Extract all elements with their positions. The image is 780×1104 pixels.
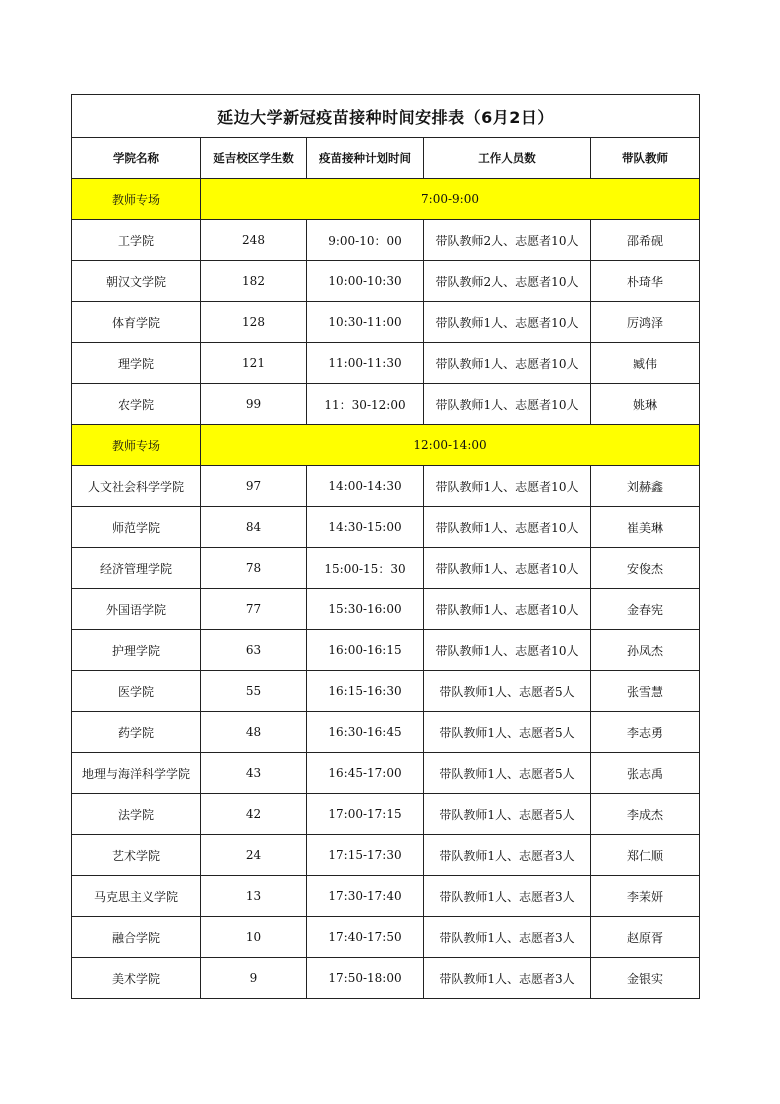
cell-planned-time: 14:30-15:00	[307, 507, 424, 548]
header-student-count: 延吉校区学生数	[201, 138, 307, 179]
table-row	[72, 548, 700, 589]
cell-student-count: 13	[201, 876, 307, 917]
cell-student-count: 10	[201, 917, 307, 958]
cell-leader: 金银实	[591, 958, 700, 999]
cell-college: 工学院	[72, 220, 201, 261]
cell-leader: 郑仁顺	[591, 835, 700, 876]
cell-college: 外国语学院	[72, 589, 201, 630]
cell-college: 护理学院	[72, 630, 201, 671]
cell-leader: 李志勇	[591, 712, 700, 753]
header-staff: 工作人员数	[424, 138, 591, 179]
cell-college: 艺术学院	[72, 835, 201, 876]
cell-planned-time: 17:30-17:40	[307, 876, 424, 917]
table-row	[72, 753, 700, 794]
cell-planned-time: 17:40-17:50	[307, 917, 424, 958]
cell-college: 人文社会科学学院	[72, 466, 201, 507]
cell-staff: 带队教师2人、志愿者10人	[424, 220, 591, 261]
header-leader: 带队教师	[591, 138, 700, 179]
cell-college: 经济管理学院	[72, 548, 201, 589]
cell-leader: 李茉妍	[591, 876, 700, 917]
cell-planned-time: 15:30-16:00	[307, 589, 424, 630]
cell-college: 马克思主义学院	[72, 876, 201, 917]
cell-planned-time: 17:00-17:15	[307, 794, 424, 835]
cell-staff: 带队教师2人、志愿者10人	[424, 261, 591, 302]
cell-staff: 带队教师1人、志愿者10人	[424, 548, 591, 589]
table-row	[72, 261, 700, 302]
cell-staff: 带队教师1人、志愿者10人	[424, 384, 591, 425]
cell-staff: 带队教师1人、志愿者3人	[424, 835, 591, 876]
cell-planned-time: 14:00-14:30	[307, 466, 424, 507]
cell-staff: 带队教师1人、志愿者10人	[424, 589, 591, 630]
table-row	[72, 835, 700, 876]
cell-planned-time: 10:30-11:00	[307, 302, 424, 343]
cell-staff: 带队教师1人、志愿者3人	[424, 917, 591, 958]
table-row	[72, 220, 700, 261]
table-row	[72, 794, 700, 835]
table-row	[72, 466, 700, 507]
cell-student-count: 128	[201, 302, 307, 343]
cell-student-count: 43	[201, 753, 307, 794]
cell-planned-time: 15:00-15：30	[307, 548, 424, 589]
header-row	[72, 138, 700, 179]
cell-college: 师范学院	[72, 507, 201, 548]
cell-staff: 带队教师1人、志愿者5人	[424, 671, 591, 712]
cell-college: 医学院	[72, 671, 201, 712]
cell-staff: 带队教师1人、志愿者5人	[424, 794, 591, 835]
cell-student-count: 9	[201, 958, 307, 999]
page-title: 延边大学新冠疫苗接种时间安排表（6月2日）	[72, 95, 700, 138]
cell-leader: 金春宪	[591, 589, 700, 630]
cell-college: 药学院	[72, 712, 201, 753]
cell-staff: 带队教师1人、志愿者5人	[424, 753, 591, 794]
cell-leader: 张志禹	[591, 753, 700, 794]
cell-planned-time: 11:00-11:30	[307, 343, 424, 384]
cell-college: 农学院	[72, 384, 201, 425]
cell-leader: 姚琳	[591, 384, 700, 425]
table-row	[72, 671, 700, 712]
session-time: 12:00-14:00	[201, 425, 700, 466]
cell-planned-time: 17:50-18:00	[307, 958, 424, 999]
cell-student-count: 99	[201, 384, 307, 425]
cell-leader: 孙凤杰	[591, 630, 700, 671]
cell-planned-time: 11：30-12:00	[307, 384, 424, 425]
cell-leader: 安俊杰	[591, 548, 700, 589]
cell-staff: 带队教师1人、志愿者10人	[424, 343, 591, 384]
cell-college: 体育学院	[72, 302, 201, 343]
table-row	[72, 712, 700, 753]
cell-leader: 朴琦华	[591, 261, 700, 302]
cell-staff: 带队教师1人、志愿者10人	[424, 507, 591, 548]
table-row	[72, 630, 700, 671]
cell-student-count: 24	[201, 835, 307, 876]
cell-leader: 臧伟	[591, 343, 700, 384]
cell-student-count: 77	[201, 589, 307, 630]
cell-college: 融合学院	[72, 917, 201, 958]
header-college: 学院名称	[72, 138, 201, 179]
table-row	[72, 958, 700, 999]
table-row	[72, 917, 700, 958]
cell-college: 美术学院	[72, 958, 201, 999]
cell-planned-time: 16:15-16:30	[307, 671, 424, 712]
table-row	[72, 876, 700, 917]
cell-staff: 带队教师1人、志愿者5人	[424, 712, 591, 753]
cell-leader: 赵原胥	[591, 917, 700, 958]
table-row	[72, 589, 700, 630]
cell-college: 法学院	[72, 794, 201, 835]
table-row	[72, 302, 700, 343]
cell-college: 朝汉文学院	[72, 261, 201, 302]
cell-staff: 带队教师1人、志愿者10人	[424, 630, 591, 671]
session-label: 教师专场	[72, 425, 201, 466]
cell-student-count: 42	[201, 794, 307, 835]
cell-planned-time: 9:00-10：00	[307, 220, 424, 261]
session-time: 7:00-9:00	[201, 179, 700, 220]
header-planned-time: 疫苗接种计划时间	[307, 138, 424, 179]
cell-student-count: 182	[201, 261, 307, 302]
teacher-session-row	[72, 425, 700, 466]
cell-student-count: 248	[201, 220, 307, 261]
cell-college: 理学院	[72, 343, 201, 384]
cell-student-count: 121	[201, 343, 307, 384]
cell-student-count: 55	[201, 671, 307, 712]
cell-staff: 带队教师1人、志愿者3人	[424, 958, 591, 999]
session-label: 教师专场	[72, 179, 201, 220]
cell-staff: 带队教师1人、志愿者10人	[424, 466, 591, 507]
cell-planned-time: 17:15-17:30	[307, 835, 424, 876]
cell-student-count: 78	[201, 548, 307, 589]
cell-staff: 带队教师1人、志愿者10人	[424, 302, 591, 343]
cell-leader: 邵希砚	[591, 220, 700, 261]
cell-planned-time: 16:30-16:45	[307, 712, 424, 753]
teacher-session-row	[72, 179, 700, 220]
cell-student-count: 97	[201, 466, 307, 507]
cell-student-count: 84	[201, 507, 307, 548]
table-row	[72, 507, 700, 548]
cell-leader: 李成杰	[591, 794, 700, 835]
cell-planned-time: 16:00-16:15	[307, 630, 424, 671]
cell-leader: 张雪慧	[591, 671, 700, 712]
cell-student-count: 48	[201, 712, 307, 753]
cell-planned-time: 16:45-17:00	[307, 753, 424, 794]
cell-college: 地理与海洋科学学院	[72, 753, 201, 794]
cell-planned-time: 10:00-10:30	[307, 261, 424, 302]
vaccination-schedule-table	[71, 94, 700, 999]
table-row	[72, 384, 700, 425]
table-row	[72, 343, 700, 384]
cell-staff: 带队教师1人、志愿者3人	[424, 876, 591, 917]
cell-student-count: 63	[201, 630, 307, 671]
cell-leader: 厉鸿泽	[591, 302, 700, 343]
cell-leader: 刘赫鑫	[591, 466, 700, 507]
cell-leader: 崔美琳	[591, 507, 700, 548]
